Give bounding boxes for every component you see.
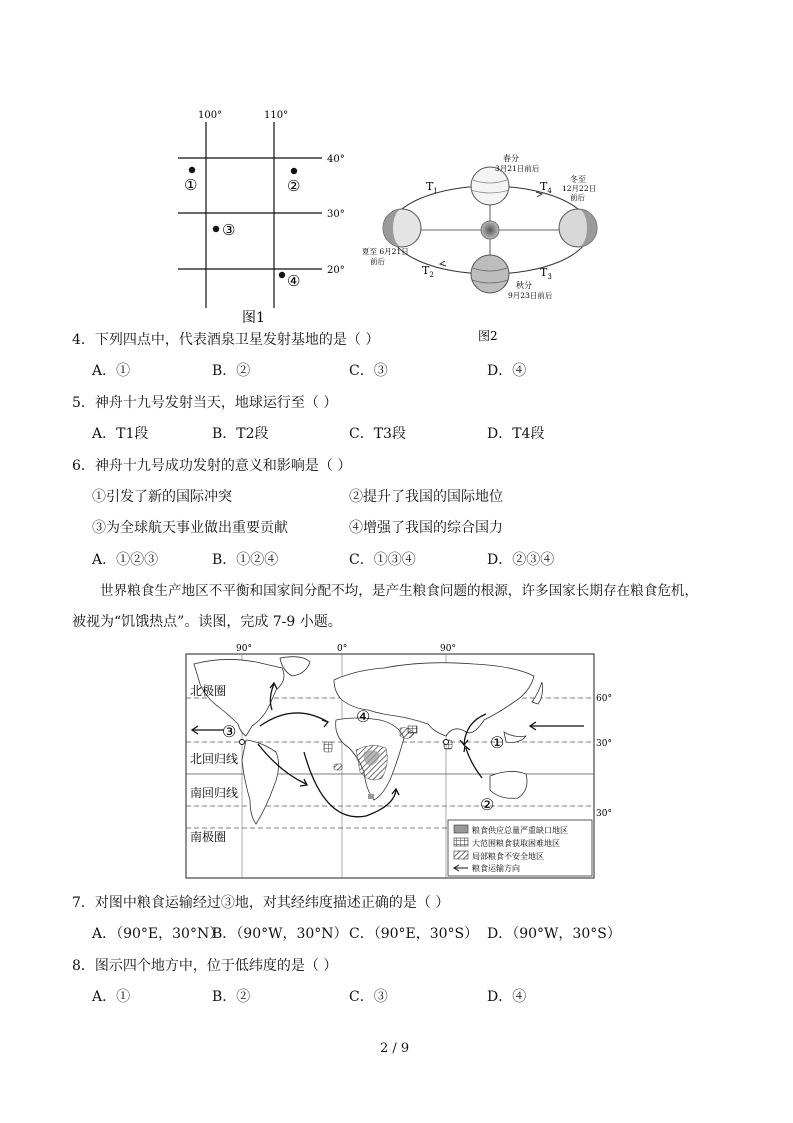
q6-item: ④增强了我国的综合国力 bbox=[349, 520, 503, 536]
map-point-label: ① bbox=[490, 733, 505, 752]
point-dot bbox=[291, 168, 297, 174]
map-point-label: ④ bbox=[356, 707, 371, 726]
q7-option-c[interactable]: C．（90°E，30°S） bbox=[349, 926, 479, 942]
map-lon-label: 90° bbox=[236, 644, 252, 654]
q6-option-a[interactable]: A．①②③ bbox=[92, 552, 159, 568]
question-7-stem: 7．对图中粮食运输经过③地，对其经纬度描述正确的是（ ） bbox=[72, 895, 450, 911]
wide-difficulty-region bbox=[324, 742, 332, 752]
map-lat-label: 60° bbox=[596, 694, 612, 704]
q4-option-c[interactable]: C．③ bbox=[349, 363, 388, 379]
point-label: ① bbox=[184, 176, 198, 194]
question-4-stem: 4．下列四点中，代表酒泉卫星发射基地的是（ ） bbox=[72, 332, 380, 348]
world-food-map bbox=[184, 640, 616, 880]
sun-icon bbox=[481, 221, 499, 239]
map-point-marker bbox=[444, 740, 449, 745]
figure-caption: 图2 bbox=[478, 329, 498, 343]
passage-line: 世界粮食生产地区不平衡和国家间分配不均，是产生粮食问题的根源，许多国家长期存在粮食危机， bbox=[100, 583, 699, 599]
q8-option-b[interactable]: B．② bbox=[212, 989, 251, 1005]
q7-option-d[interactable]: D．（90°W，30°S） bbox=[487, 926, 621, 942]
map-point-label: ② bbox=[480, 795, 495, 814]
summer-date: 前后 bbox=[370, 257, 385, 266]
point-label: ③ bbox=[222, 221, 236, 239]
winter-label: 冬至 bbox=[570, 175, 586, 184]
map-lat-label: 30° bbox=[596, 809, 612, 819]
q7-option-b[interactable]: B．（90°W，30°N） bbox=[212, 926, 348, 942]
q5-option-c[interactable]: C．T3段 bbox=[349, 426, 406, 442]
severe-shortage-region bbox=[368, 794, 374, 799]
page-number: 2 / 9 bbox=[380, 1041, 410, 1056]
autumn-label: 秋分 bbox=[516, 281, 532, 290]
segment-label: $T_3$ bbox=[540, 266, 552, 281]
orbit-arrow-icon bbox=[440, 261, 446, 266]
spring-label: 春分 bbox=[503, 154, 519, 163]
question-8-stem: 8．图示四个地方中，位于低纬度的是（ ） bbox=[72, 958, 338, 974]
antarctic-circle-label: 南极圈 bbox=[190, 830, 227, 844]
point-dot bbox=[279, 272, 285, 278]
legend-label: 粮食运输方向 bbox=[472, 864, 520, 873]
lat-label: 20° bbox=[327, 265, 345, 276]
lon-label: 100° bbox=[198, 110, 223, 121]
local-insecure-region bbox=[334, 764, 342, 770]
question-5-stem: 5．神舟十九号发射当天，地球运行至（ ） bbox=[72, 395, 338, 411]
legend-label: 大范围粮食获取困难地区 bbox=[472, 839, 560, 848]
segment-label: $T_2$ bbox=[422, 264, 434, 279]
legend-label: 局部粮食不安全地区 bbox=[472, 852, 544, 861]
point-label: ④ bbox=[287, 272, 301, 290]
tropic-cancer-label: 北回归线 bbox=[190, 752, 239, 766]
q5-option-a[interactable]: A．T1段 bbox=[92, 426, 149, 442]
segment-label: $T_1$ bbox=[426, 180, 438, 195]
q4-option-a[interactable]: A．① bbox=[92, 363, 131, 379]
point-dot bbox=[189, 167, 195, 173]
summer-label: 夏至 6月21日 bbox=[362, 247, 409, 256]
q6-item: ①引发了新的国际冲突 bbox=[92, 489, 232, 505]
wide-difficulty-region bbox=[408, 726, 417, 733]
q8-option-a[interactable]: A．① bbox=[92, 989, 131, 1005]
question-6-stem: 6．神舟十九号成功发射的意义和影响是（ ） bbox=[72, 458, 352, 474]
map-lon-label: 0° bbox=[337, 644, 348, 654]
figure-2-earth-orbit bbox=[360, 150, 610, 344]
map-legend bbox=[448, 820, 592, 876]
autumn-date: 9月23日前后 bbox=[508, 291, 553, 300]
q6-item: ②提升了我国的国际地位 bbox=[349, 489, 503, 505]
q8-option-c[interactable]: C．③ bbox=[349, 989, 388, 1005]
spring-date: 3月21日前后 bbox=[495, 164, 540, 173]
figure-1-lat-lon-grid bbox=[170, 104, 360, 326]
q6-option-b[interactable]: B．①②④ bbox=[212, 552, 279, 568]
q5-option-b[interactable]: B．T2段 bbox=[212, 426, 269, 442]
figure-caption: 图1 bbox=[242, 310, 265, 326]
tropic-capricorn-label: 南回归线 bbox=[190, 786, 239, 800]
lat-label: 30° bbox=[327, 209, 345, 220]
point-label: ② bbox=[287, 177, 301, 195]
q5-option-d[interactable]: D．T4段 bbox=[487, 426, 545, 442]
legend-label: 粮食供应总量严重缺口地区 bbox=[472, 826, 568, 835]
winter-date: 12月22日 bbox=[562, 184, 597, 193]
segment-label: $T_4$ bbox=[540, 180, 552, 195]
arctic-circle-label: 北极圈 bbox=[190, 684, 227, 698]
passage-line: 被视为“饥饿热点”。读图，完成 7-9 小题。 bbox=[72, 614, 342, 630]
map-point-label: ③ bbox=[222, 722, 237, 741]
q4-option-d[interactable]: D．④ bbox=[487, 363, 527, 379]
point-dot bbox=[213, 226, 219, 232]
winter-date: 前后 bbox=[570, 193, 585, 202]
q6-option-c[interactable]: C．①③④ bbox=[349, 552, 416, 568]
map-lon-label: 90° bbox=[440, 644, 456, 654]
lat-label: 40° bbox=[327, 154, 345, 165]
q6-option-d[interactable]: D．②③④ bbox=[487, 552, 555, 568]
q4-option-b[interactable]: B．② bbox=[212, 363, 251, 379]
map-lat-label: 30° bbox=[596, 739, 612, 749]
q7-option-a[interactable]: A．（90°E，30°N） bbox=[92, 926, 224, 942]
lon-label: 110° bbox=[264, 110, 289, 121]
q8-option-d[interactable]: D．④ bbox=[487, 989, 527, 1005]
q6-item: ③为全球航天事业做出重要贡献 bbox=[92, 520, 288, 536]
map-point-marker bbox=[240, 740, 245, 745]
earth-autumn-icon bbox=[471, 255, 509, 293]
